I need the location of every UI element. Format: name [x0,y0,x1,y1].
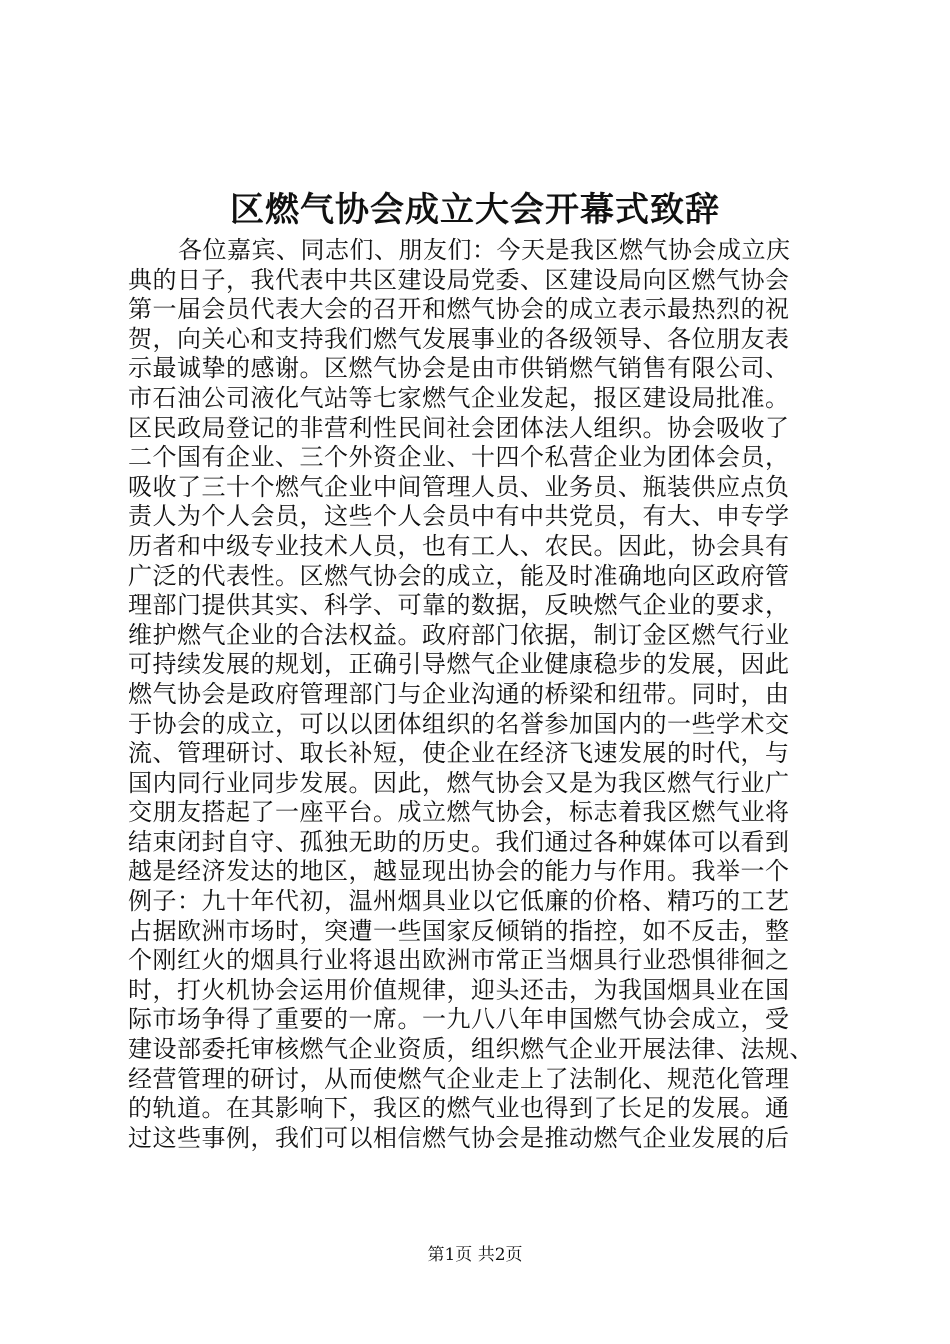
paragraph-line: 际市场争得了重要的一席。一九八八年申国燃气协会成立，受 [128,1005,790,1034]
paragraph-line: 建设部委托审核燃气企业资质，组织燃气企业开展法律、法规、 [128,1035,814,1064]
paragraph-line: 流、管理研讨、取长补短，使企业在经济飞速发展的时代，与 [128,739,790,768]
paragraph-line: 于协会的成立，可以以团体组织的名誉参加国内的一些学术交 [128,709,790,738]
paragraph-line: 时，打火机协会运用价值规律，迎头还击，为我国烟具业在国 [128,975,790,1004]
paragraph-line: 二个国有企业、三个外资企业、十四个私营企业为团体会员， [128,443,790,472]
paragraph-line: 例子：九十年代初，温州烟具业以它低廉的价格、精巧的工艺 [128,887,790,916]
paragraph-line: 过这些事例，我们可以相信燃气协会是推动燃气企业发展的后 [128,1123,790,1152]
paragraph-line: 经营管理的研讨，从而使燃气企业走上了法制化、规范化管理 [128,1064,790,1093]
paragraph-line: 示最诚挚的感谢。区燃气协会是由市供销燃气销售有限公司、 [128,354,790,383]
paragraph-line: 的轨道。在其影响下，我区的燃气业也得到了长足的发展。通 [128,1094,790,1123]
paragraph-line: 区民政局登记的非营利性民间社会团体法人组织。协会吸收了 [128,413,790,442]
paragraph-line: 越是经济发达的地区，越显现出协会的能力与作用。我举一个 [128,857,790,886]
document-title: 区燃气协会成立大会开幕式致辞 [230,190,720,230]
paragraph-line: 第一届会员代表大会的召开和燃气协会的成立表示最热烈的祝 [128,295,790,324]
paragraph-line: 燃气协会是政府管理部门与企业沟通的桥梁和纽带。同时，由 [128,679,790,708]
document-body [128,236,828,1153]
paragraph-line: 广泛的代表性。区燃气协会的成立，能及时准确地向区政府管 [128,561,790,590]
paragraph-line: 吸收了三十个燃气企业中间管理人员、业务员、瓶装供应点负 [128,472,790,501]
paragraph-line: 贺，向关心和支持我们燃气发展事业的各级领导、各位朋友表 [128,324,790,353]
paragraph-line: 国内同行业同步发展。因此，燃气协会又是为我区燃气行业广 [128,768,790,797]
paragraph-line: 占据欧洲市场时，突遭一些国家反倾销的指控，如不反击，整 [128,916,790,945]
paragraph-line: 理部门提供其实、科学、可靠的数据，反映燃气企业的要求， [128,591,790,620]
paragraph-line: 结束闭封自守、孤独无助的历史。我们通过各种媒体可以看到 [128,827,790,856]
paragraph-line: 可持续发展的规划，正确引导燃气企业健康稳步的发展，因此 [128,650,790,679]
paragraph-line: 交朋友搭起了一座平台。成立燃气协会，标志着我区燃气业将 [128,798,790,827]
paragraph-line: 各位嘉宾、同志们、朋友们：今天是我区燃气协会成立庆 [178,236,791,264]
paragraph-line: 市石油公司液化气站等七家燃气企业发起，报区建设局批准。 [128,383,790,412]
paragraph-line: 维护燃气企业的合法权益。政府部门依据，制订金区燃气行业 [128,620,790,649]
paragraph-line: 典的日子，我代表中共区建设局党委、区建设局向区燃气协会 [128,265,790,294]
paragraph-line: 个刚红火的烟具行业将退出欧洲市常正当烟具行业恐惧徘徊之 [128,946,790,975]
page-footer: 第1页 共2页 [427,1245,523,1265]
paragraph-line: 责人为个人会员，这些个人会员中有中共党员，有大、申专学 [128,502,790,531]
paragraph-line: 历者和中级专业技术人员，也有工人、农民。因此，协会具有 [128,531,790,560]
